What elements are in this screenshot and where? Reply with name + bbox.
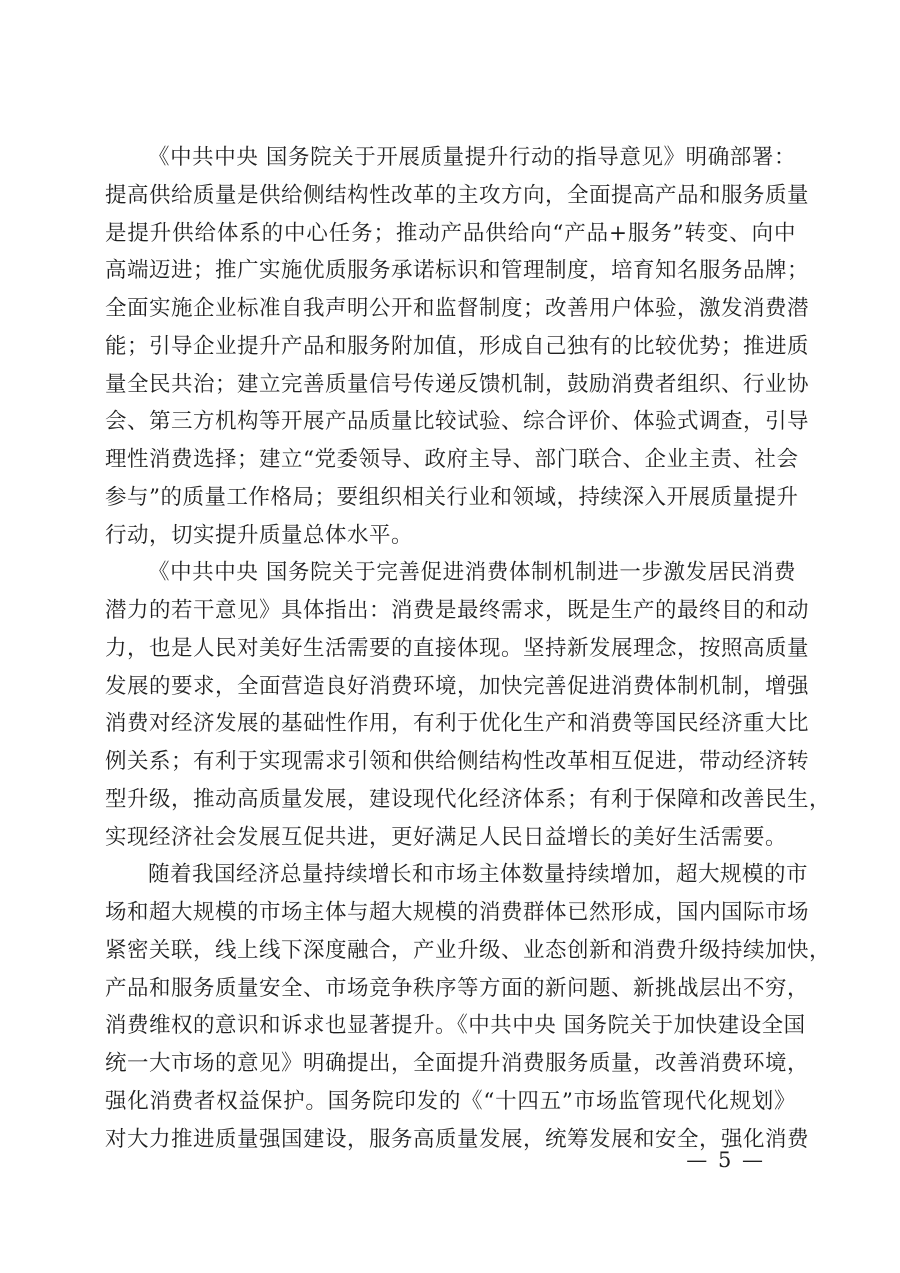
text-line: 发展的要求，全面营造良好消费环境，加快完善促进消费体制机制，增强 [105,673,810,699]
text-line: 全面实施企业标准自我声明公开和监督制度；改善用户体验，激发消费潜 [105,296,810,321]
text-line: 《中共中央 国务院关于开展质量提升行动的指导意见》明确部署： [148,145,796,170]
text-line: 量全民共治；建立完善质量信号传递反馈机制，鼓励消费者组织、行业协 [105,371,810,397]
text-line: 消费对经济发展的基础性作用，有利于优化生产和消费等国民经济重大比 [105,711,810,737]
text-line: 高端迈进；推广实施优质服务承诺标识和管理制度，培育知名服务品牌； [105,258,810,284]
paragraph [105,139,810,554]
text-line: 会、第三方机构等开展产品质量比较试验、综合评价、体验式调查，引导 [105,409,810,435]
text-line: 场和超大规模的市场主体与超大规模的消费群体已然形成，国内国际市场 [105,900,810,925]
text-line: 参与”的质量工作格局；要组织相关行业和领域，持续深入开展质量提升 [105,484,799,510]
text-line: 例关系；有利于实现需求引领和供给侧结构性改革相互促进，带动经济转 [105,749,810,774]
text-line: 能；引导企业提升产品和服务附加值，形成自己独有的比较优势；推进质 [105,333,810,359]
text-line: 对大力推进质量强国建设，服务高质量发展，统筹发展和安全，强化消费 [105,1126,810,1152]
text-line: 产品和服务质量安全、市场竞争秩序等方面的新问题、新挑战层出不穷， [105,975,810,1001]
text-line: 提高供给质量是供给侧结构性改革的主攻方向，全面提高产品和服务质量 [105,182,810,208]
document-body [105,139,832,1158]
text-line: 消费维权的意识和诉求也显著提升。《中共中央 国务院关于加快建设全国 [105,1013,806,1039]
text-line: 紧密关联，线上线下深度融合，产业升级、业态创新和消费升级持续加快， [105,937,832,963]
text-line: 《中共中央 国务院关于完善促进消费体制机制进一步激发居民消费 [148,560,796,586]
text-line: 行动，切实提升质量总体水平。 [105,522,414,548]
text-line: 潜力的若干意见》具体指出：消费是最终需求，既是生产的最终目的和动 [105,598,810,623]
text-line: 强化消费者权益保护。国务院印发的《“十四五”市场监管现代化规划》 [105,1088,796,1114]
text-line: 理性消费选择；建立“党委领导、政府主导、部门联合、企业主责、社会 [105,447,799,472]
text-line: 型升级，推动高质量发展，建设现代化经济体系；有利于保障和改善民生， [105,786,832,812]
text-line: 是提升供给体系的中心任务；推动产品供给向“产品+服务”转变、向中 [105,220,796,246]
paragraph [105,554,832,856]
text-line: 实现经济社会发展互促共进，更好满足人民日益增长的美好生活需要。 [105,824,788,850]
text-line: 力，也是人民对美好生活需要的直接体现。坚持新发展理念，按照高质量 [105,635,810,661]
text-line: 统一大市场的意见》明确提出，全面提升消费服务质量，改善消费环境， [105,1051,810,1076]
text-line: 随着我国经济总量持续增长和市场主体数量持续增加，超大规模的市 [148,862,809,888]
page-number: — 5 — [686,1148,765,1172]
paragraph [105,856,832,1158]
